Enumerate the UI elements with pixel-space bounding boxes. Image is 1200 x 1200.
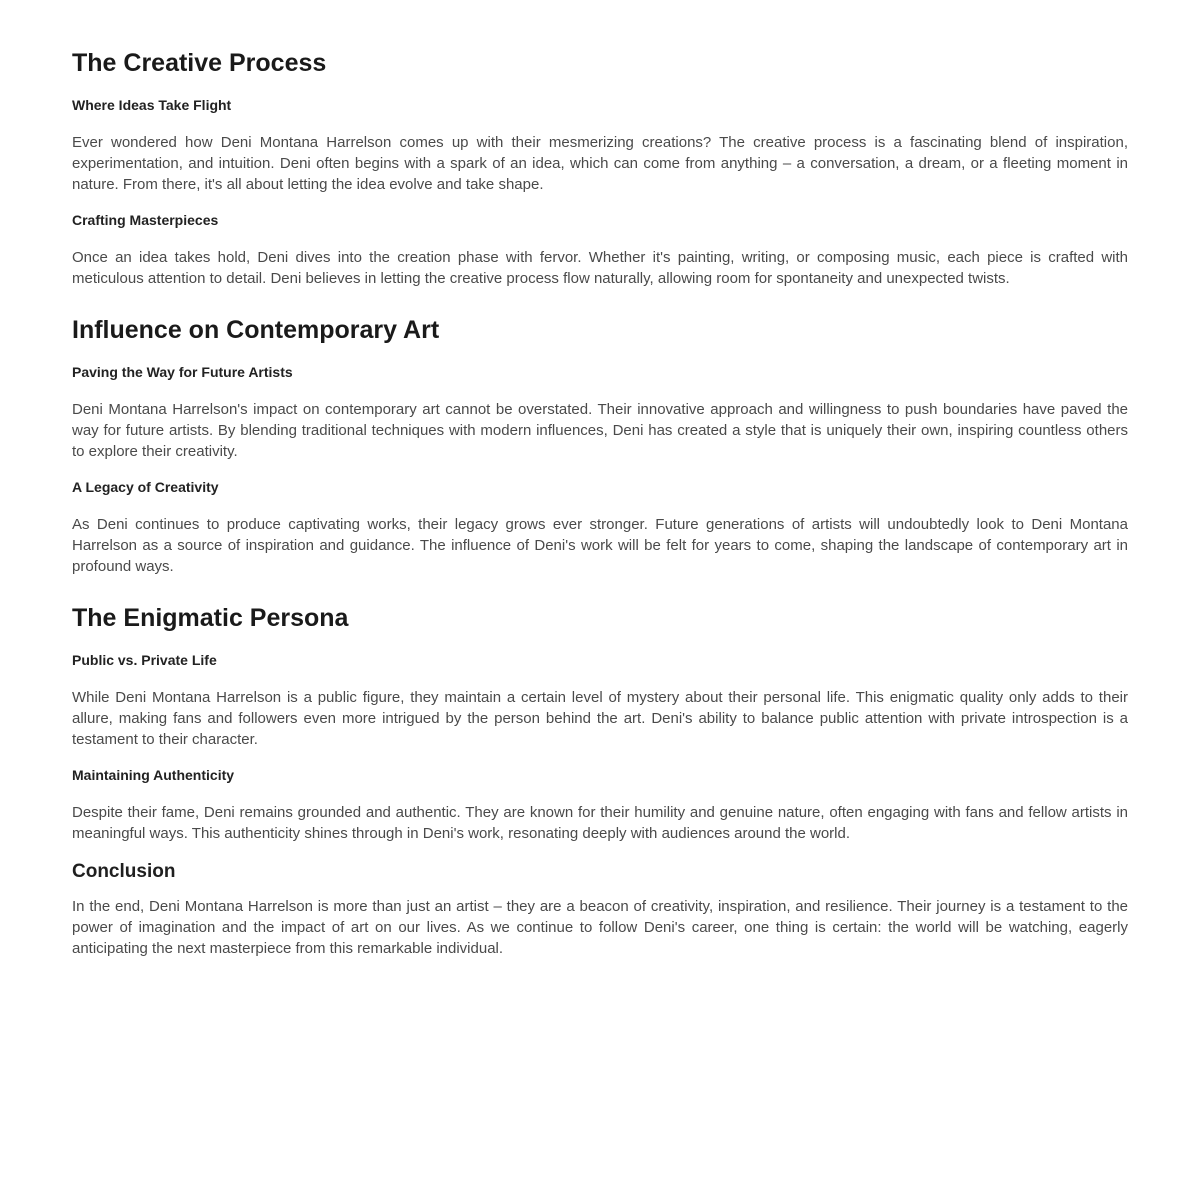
section-enigmatic-persona	[72, 603, 1128, 844]
subsection-heading: Crafting Masterpieces	[72, 212, 219, 228]
conclusion-title: Conclusion	[72, 861, 176, 882]
paragraph: Once an idea takes hold, Deni dives into the creation phase with fervor. Whether it's painting, writing, or composing music, each piece is crafted with meticulous attention to detail. Deni believes in letting the creative process flow naturally, allowing room for spontaneity and unexpected twists.	[72, 249, 1128, 287]
paragraph: Despite their fame, Deni remains grounded and authentic. They are known for their humility and genuine nature, often engaging with fans and fellow artists in meaningful ways. This authenticity shines through in Deni's work, resonating deeply with audiences around the world.	[72, 804, 1128, 842]
paragraph: As Deni continues to produce captivating works, their legacy grows ever stronger. Future generations of artists will undoubtedly look to Deni Montana Harrelson as a source of inspiration and guidance. The influence of Deni's work will be felt for years to come, shaping the landscape of contemporary art in profound ways.	[72, 516, 1128, 575]
section-title: The Creative Process	[72, 49, 327, 77]
section-title: The Enigmatic Persona	[72, 604, 349, 632]
subsection-heading: Public vs. Private Life	[72, 652, 217, 668]
section-conclusion	[72, 860, 1128, 959]
section-title: Influence on Contemporary Art	[72, 316, 440, 344]
subsection-heading: Maintaining Authenticity	[72, 767, 235, 783]
paragraph: While Deni Montana Harrelson is a public figure, they maintain a certain level of mystery about their personal life. This enigmatic quality only adds to their allure, making fans and followers even more intrigued by the person behind the art. Deni's ability to balance public attention with private introspection is a testament to their character.	[72, 689, 1128, 748]
section-influence	[72, 315, 1128, 577]
paragraph: Deni Montana Harrelson's impact on contemporary art cannot be overstated. Their innovative approach and willingness to push boundaries have paved the way for future artists. By blending traditional techniques with modern influences, Deni has created a style that is uniquely their own, inspiring countless others to explore their creativity.	[72, 401, 1128, 460]
paragraph: In the end, Deni Montana Harrelson is more than just an artist – they are a beacon of creativity, inspiration, and resilience. Their journey is a testament to the power of imagination and the impact of art on our lives. As we continue to follow Deni's career, one thing is certain: the world will be watching, eagerly anticipating the next masterpiece from this remarkable individual.	[72, 898, 1128, 957]
subsection-heading: Where Ideas Take Flight	[72, 97, 232, 113]
subsection-heading: A Legacy of Creativity	[72, 479, 219, 495]
subsection-heading: Paving the Way for Future Artists	[72, 364, 293, 380]
section-creative-process	[72, 48, 1128, 289]
paragraph: Ever wondered how Deni Montana Harrelson comes up with their mesmerizing creations? The creative process is a fascinating blend of inspiration, experimentation, and intuition. Deni often begins with a spark of an idea, which can come from anything – a conversation, a dream, or a fleeting moment in nature. From there, it's all about letting the idea evolve and take shape.	[72, 134, 1128, 193]
